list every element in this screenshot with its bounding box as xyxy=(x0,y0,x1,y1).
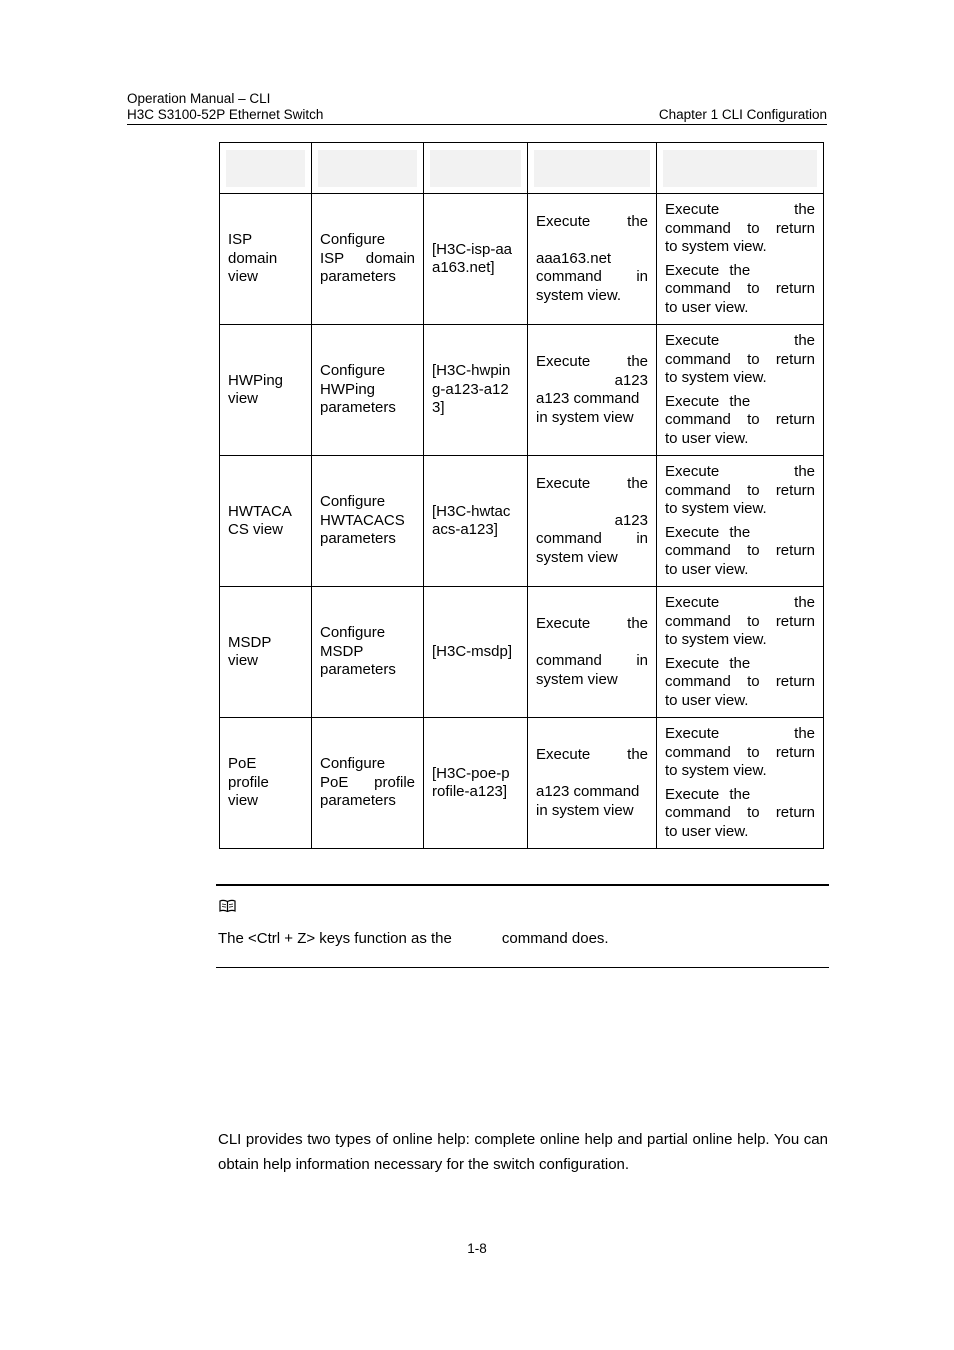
exit-method-paragraph xyxy=(665,655,815,711)
header-cell xyxy=(312,143,424,194)
view-table xyxy=(219,142,824,849)
exit-method-line: command to return xyxy=(665,673,815,690)
book-icon xyxy=(219,899,236,918)
exit-method-line: Execute the xyxy=(665,785,751,803)
prompt-cell xyxy=(424,587,528,718)
view-name-cell-line: HWTACA xyxy=(228,502,292,520)
function-cell-line: Configure xyxy=(320,362,386,380)
function-cell-line: Configure xyxy=(320,624,386,642)
page-number: 1-8 xyxy=(467,1241,487,1256)
function-cell-line: HWTACACS xyxy=(320,511,405,529)
enter-method-line: a123 command xyxy=(536,390,640,407)
exit-method-paragraph xyxy=(665,524,815,580)
running-header-left xyxy=(127,91,323,123)
view-name-cell xyxy=(220,587,312,718)
enter-method-line: a123 xyxy=(614,371,648,389)
prompt-cell xyxy=(424,456,528,587)
prompt-cell-line: rofile-a123] xyxy=(432,783,508,800)
exit-method-line: Execute the xyxy=(665,392,751,410)
exit-method-line: to user view. xyxy=(665,822,749,840)
exit-method-line: command to return xyxy=(665,612,815,630)
exit-method-line: Execute the xyxy=(665,261,751,279)
exit-method-line: to system view. xyxy=(665,369,767,386)
enter-method-line: command in xyxy=(536,530,648,548)
function-cell-line: Configure xyxy=(320,231,386,249)
header-cell xyxy=(657,143,824,194)
exit-method-paragraph xyxy=(665,463,815,519)
exit-method-line: Execute the xyxy=(665,725,815,742)
exit-method-paragraph xyxy=(665,786,815,842)
exit-method-line: command to return xyxy=(665,481,815,499)
enter-method-line: Execute the xyxy=(536,212,648,230)
enter-method-line: in system view xyxy=(536,408,634,426)
view-name-cell-line: view xyxy=(228,268,259,286)
exit-method-line: command to return xyxy=(665,219,815,237)
function-cell-line: ISP domain xyxy=(320,249,415,267)
prompt-cell-line: [H3C-msdp] xyxy=(432,642,513,660)
view-name-cell xyxy=(220,718,312,849)
exit-method-line: to user view. xyxy=(665,691,749,709)
prompt-cell xyxy=(424,718,528,849)
exit-method-line: Execute the xyxy=(665,201,815,218)
exit-method-line: to user view. xyxy=(665,429,749,447)
enter-method-line: Execute the xyxy=(536,474,648,492)
enter-method-line: Execute the xyxy=(536,353,648,370)
exit-method-line: Execute the xyxy=(665,594,815,611)
table-row xyxy=(220,194,824,325)
exit-method-cell xyxy=(657,325,824,456)
function-cell-line: HWPing xyxy=(320,380,376,398)
prompt-cell-line: a163.net] xyxy=(432,259,495,276)
exit-method-line: to user view. xyxy=(665,298,749,316)
prompt-cell xyxy=(424,325,528,456)
enter-method-line: aaa163.net xyxy=(536,249,612,267)
header-cell xyxy=(424,143,528,194)
body-paragraph: CLI provides two types of online help: complete online help and partial online help. You can obtain help information necessary for the switch configuration. xyxy=(218,1131,828,1173)
table-row xyxy=(220,456,824,587)
product-name: H3C S3100-52P Ethernet Switch xyxy=(127,107,324,122)
prompt-cell-line: 3] xyxy=(432,399,445,417)
exit-method-cell xyxy=(657,587,824,718)
prompt-cell-line: [H3C-hwtac xyxy=(432,502,511,520)
enter-method-cell xyxy=(528,456,657,587)
exit-method-paragraph xyxy=(665,262,815,318)
enter-method-cell xyxy=(528,718,657,849)
exit-method-line: command to return xyxy=(665,743,815,761)
function-cell xyxy=(312,194,424,325)
exit-method-line: command to return xyxy=(665,804,815,821)
enter-method-line: Execute the xyxy=(536,615,648,632)
function-cell-line: parameters xyxy=(320,530,396,548)
prompt-cell-line: [H3C-poe-p xyxy=(432,764,510,782)
enter-method-line: system view. xyxy=(536,286,622,304)
enter-method-line: system view xyxy=(536,670,618,688)
manual-title: Operation Manual – CLI xyxy=(127,91,271,106)
exit-method-line: to system view. xyxy=(665,500,767,517)
exit-method-line: command to return xyxy=(665,542,815,559)
enter-method-line: a123 command xyxy=(536,783,640,800)
view-name-cell-line: ISP xyxy=(228,231,253,249)
function-cell-line: parameters xyxy=(320,268,396,286)
view-name-cell-line: CS view xyxy=(228,521,284,538)
function-cell-line: Configure xyxy=(320,755,386,773)
enter-method-line xyxy=(536,231,648,250)
exit-method-line: command to return xyxy=(665,280,815,297)
enter-method-line: command in xyxy=(536,652,648,669)
enter-method-line: command in xyxy=(536,268,648,286)
note-bottom-rule xyxy=(216,967,829,968)
exit-method-line: Execute the xyxy=(665,654,751,672)
view-name-cell xyxy=(220,456,312,587)
prompt-cell-line: [H3C-isp-aa xyxy=(432,240,513,258)
view-name-cell-line: view xyxy=(228,652,259,669)
function-cell-line: parameters xyxy=(320,661,396,679)
exit-method-line: to system view. xyxy=(665,631,767,648)
chapter-title: Chapter 1 CLI Configuration xyxy=(658,107,827,122)
exit-method-paragraph xyxy=(665,393,815,449)
function-cell-line: Configure xyxy=(320,493,386,511)
exit-method-line: Execute the xyxy=(665,332,815,349)
view-name-cell-line: HWPing xyxy=(228,371,284,389)
function-cell-line: parameters xyxy=(320,792,396,810)
prompt-cell-line: acs-a123] xyxy=(432,521,498,538)
table-row xyxy=(220,325,824,456)
exit-method-paragraph xyxy=(665,332,815,388)
view-name-cell-line: MSDP xyxy=(228,633,272,651)
function-cell-line: PoE profile xyxy=(320,773,415,791)
exit-method-cell xyxy=(657,194,824,325)
table-row xyxy=(220,718,824,849)
enter-method-line: Execute the xyxy=(536,746,648,763)
exit-method-paragraph xyxy=(665,594,815,650)
function-cell xyxy=(312,718,424,849)
view-name-cell-line: domain xyxy=(228,249,278,267)
view-name-cell xyxy=(220,194,312,325)
prompt-cell xyxy=(424,194,528,325)
enter-method-cell xyxy=(528,194,657,325)
exit-method-paragraph xyxy=(665,201,815,257)
prompt-cell-line: [H3C-hwpin xyxy=(432,362,511,380)
exit-method-line: command to return xyxy=(665,350,815,368)
function-cell-line: MSDP xyxy=(320,642,364,660)
function-cell xyxy=(312,456,424,587)
enter-method-cell xyxy=(528,587,657,718)
view-name-cell xyxy=(220,325,312,456)
enter-method-line: in system view xyxy=(536,801,634,819)
header-rule xyxy=(127,124,827,125)
exit-method-cell xyxy=(657,456,824,587)
note-text: The <Ctrl + Z> keys function as the command does. xyxy=(218,930,609,947)
enter-method-line xyxy=(536,765,648,784)
view-name-cell-line: profile xyxy=(228,773,269,791)
exit-method-line: to system view. xyxy=(665,762,767,779)
exit-method-line: to system view. xyxy=(665,238,767,255)
view-name-cell-line: PoE xyxy=(228,755,257,773)
function-cell xyxy=(312,325,424,456)
enter-method-cell xyxy=(528,325,657,456)
table-header-row xyxy=(220,143,824,194)
function-cell xyxy=(312,587,424,718)
exit-method-line: to user view. xyxy=(665,560,749,578)
function-cell-line: parameters xyxy=(320,399,396,417)
exit-method-line: Execute the xyxy=(665,463,815,480)
table-row xyxy=(220,587,824,718)
view-name-cell-line: view xyxy=(228,390,259,407)
enter-method-line xyxy=(536,493,648,512)
header-cell xyxy=(220,143,312,194)
prompt-cell-line: g-a123-a12 xyxy=(432,380,509,398)
note-top-rule xyxy=(216,884,829,886)
view-name-cell-line: view xyxy=(228,792,259,810)
header-cell xyxy=(528,143,657,194)
enter-method-line: system view xyxy=(536,548,618,566)
exit-method-line: command to return xyxy=(665,411,815,428)
exit-method-line: Execute the xyxy=(665,523,751,541)
exit-method-cell xyxy=(657,718,824,849)
enter-method-line xyxy=(536,634,648,653)
enter-method-line: a123 xyxy=(614,511,648,529)
exit-method-paragraph xyxy=(665,725,815,781)
